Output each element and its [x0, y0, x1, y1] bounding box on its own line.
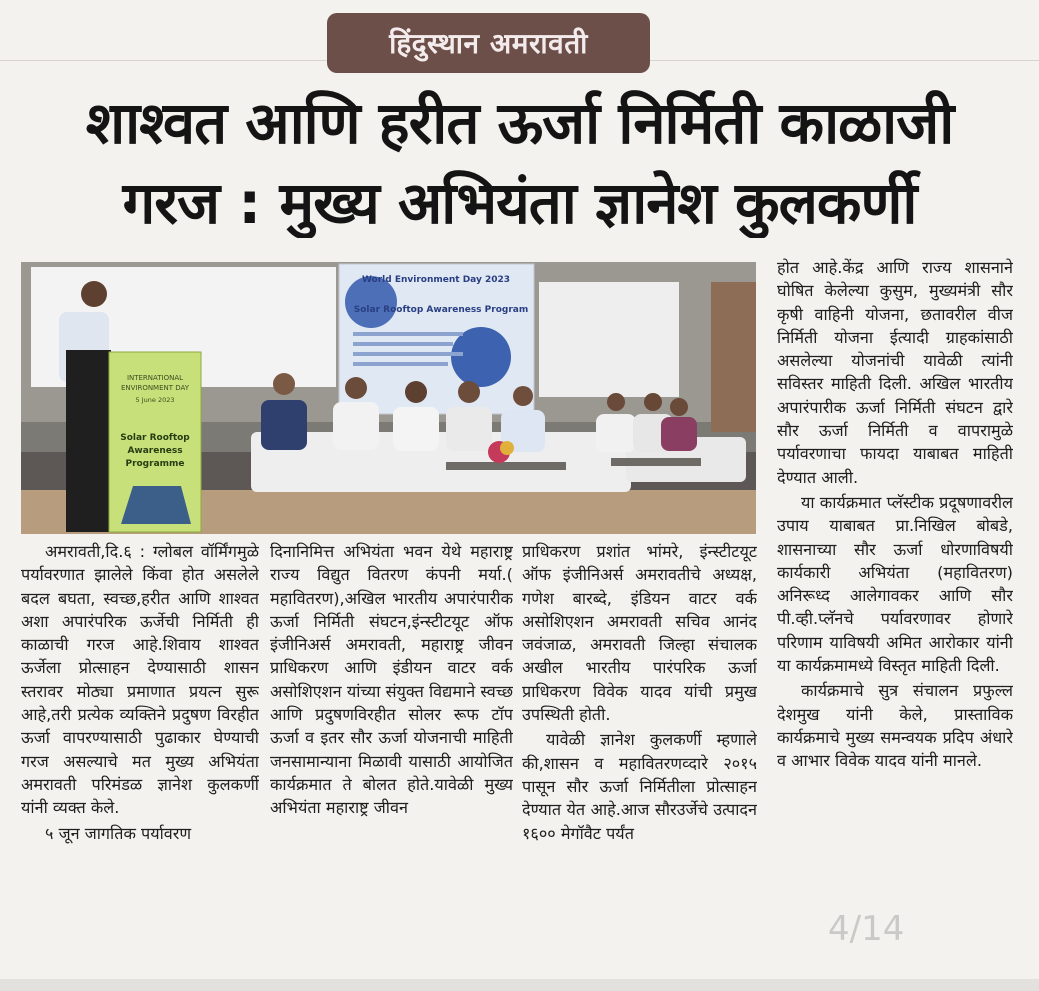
banner-title: World Environment Day 2023 [361, 275, 511, 285]
article-column-2 [270, 540, 513, 820]
bottom-strip [0, 979, 1039, 991]
banner-program: Solar Rooftop Awareness Program [353, 305, 529, 315]
article-column-3 [522, 540, 757, 845]
article-column-4 [777, 256, 1013, 773]
article-paragraph: यावेळी ज्ञानेश कुलकर्णी म्हणाले की,शासन व महावितरणव्दारे २०१५ पासून सौर ऊर्जा निर्मितीला प्रोत्साहन देण्यात येत आहे.आज सौरउर्जेचे उत्पादन १६०० मेगॉवैट पर्यंत [522, 730, 757, 843]
podium-date: 5 June 2023 [135, 396, 175, 404]
article-paragraph: कार्यक्रमाचे सुत्र संचालन प्रफुल्ल देशमुख यांनी केले, प्रास्ताविक कार्यक्रमाचे मुख्य समन्वयक प्रदिप अंधारे व आभार विवेक यादव यांनी मानले. [777, 681, 1013, 771]
headline-line-2: गरज : मुख्य अभियंता ज्ञानेश कुलकर्णी [122, 169, 917, 237]
article-paragraph: दिनानिमित्त अभियंता भवन येथे महाराष्ट्र राज्य विद्युत वितरण कंपनी मर्या.( महावितरण),अखिल भारतीय अपारंपारीक ऊर्जा निर्मिती संघटन,इंन्स्टीटयूट ऑफ इंजीनिअर्स अमरावती, महाराष्ट्र जीवन प्राधिकरण आणि इंडीयन वाटर वर्क असोशिएशन यांच्या संयुक्त विद्यमाने स्वच्छ आणि प्रदुषणविरहीत सोलर रूफ टॉप ऊर्जा व इतर सौर ऊर्जा योजनाची माहिती जनसामान्याना मिळावी यासाठी आयोजित कार्यक्रमात ते बोलत होते.यावेळी मुख्य अभियंता महाराष्ट्र जीवन [270, 542, 513, 818]
article-paragraph: होत आहे.केंद्र आणि राज्य शासनाने घोषित केलेल्या कुसुम, मुख्यमंत्री सौर कृषी वाहिनी योजना, छतावरील वीज निर्मिती योजना ईत्यादी ग्राहकांसाठी असलेल्या योजनांची यावेळी त्यांनी सविस्तर माहिती दिली. अखिल भारतीय अपारंपारीक ऊर्जा निर्मिती संघटन द्वारे सौर ऊर्जा निर्मिती व वापरामुळे पर्यावरणाचा फायदा याबाबत माहिती देण्यात आली. [777, 258, 1013, 487]
podium-line-2: ENVIRONMENT DAY [120, 384, 190, 392]
article-column-1 [21, 540, 259, 845]
event-photo [21, 262, 756, 534]
podium-line-4: Awareness [127, 446, 183, 456]
headline-line-1: शाश्वत आणि हरीत ऊर्जा निर्मिती काळाजी [85, 89, 954, 157]
podium-line-5: Programme [125, 459, 185, 469]
article-paragraph: प्राधिकरण प्रशांत भांमरे, इंन्स्टीटयूट ऑफ इंजीनिअर्स अमरावतीचे अध्यक्ष, गणेश बारब्दे, इंडियन वाटर वर्क असोशिएशन अमरावती सचिव आनंद जवंजाळ, अमरावती जिल्हा संचालक अखील भारतीय पारंपरिक ऊर्जा प्राधिकरण विवेक यादव यांची प्रमुख उपस्थिती होती. [522, 542, 757, 725]
podium-line-1: INTERNATIONAL [126, 374, 184, 382]
masthead-title: हिंदुस्थान अमरावती [389, 27, 588, 60]
masthead-badge [327, 13, 650, 73]
article-paragraph: ५ जून जागतिक पर्यावरण [45, 823, 192, 843]
article-paragraph: अमरावती,दि.६ : ग्लोबल वॉर्मिंगमुळे पर्यावरणात झालेले किंवा होत असलेले बदल बघता, स्वच्छ,हरीत आणि शाश्वत अशा अपारंपरिक ऊर्जेची निर्मिती ही काळाची गरज आहे.शिवाय शाश्वत ऊर्जेला प्रोत्साहन देण्यासाठी शासन स्तरावर मोठ्या प्रमाणात प्रयत्न सुरू आहे,तरी प्रत्येक व्यक्तिने प्रदुषण विरहीत ऊर्जा वापरण्यासाठी पुढाकार घेण्याची गरज असल्याचे मत मुख्य अभियंता अमरावती परिमंडळ ज्ञानेश कुलकर्णी यांनी व्यक्त केले. [21, 542, 259, 818]
podium-line-3: Solar Rooftop [120, 433, 190, 443]
article-paragraph: या कार्यक्रमात प्लॅस्टीक प्रदूषणावरील उपाय याबाबत प्रा.निखिल बोबडे, शासनाच्या सौर ऊर्जा धोरणाविषयी कार्यकारी अभियंता (महावितरण) अनिरूध्द आलेगावकर आणि सौर पी.व्ही.प्लॅनचे पर्यावरणावर होणारे परिणाम याविषयी अमित आरोकार यांनी या कार्यक्रमामध्ये विस्तृत माहिती दिली. [777, 492, 1013, 676]
page-marker: 4/14 [828, 909, 905, 949]
